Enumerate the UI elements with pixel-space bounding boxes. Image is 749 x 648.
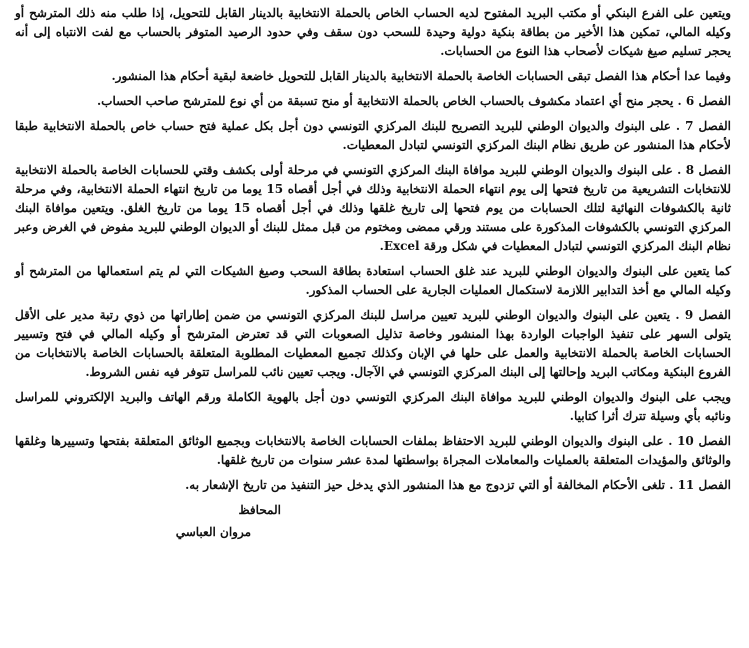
paragraph-article-10: الفصل 10 . على البنوك والديوان الوطني للبريد الاحتفاظ بملفات الحسابات الخاصة بالانتخابات وبجميع الوثائق المتعلقة بفتحها وتسييرها وغلقها والوثائق والمؤيدات المتعلقة بالعمليات والمعاملات المجراة بواسطتها لمدة عشر سنوات من تاريخ غلقها.: [15, 434, 731, 467]
document-page: [15, 4, 731, 541]
paragraph-article-6: الفصل 6 . يحجر منح أي اعتماد مكشوف بالحساب الخاص بالحملة الانتخابية أو منح تسبقة من أي نوع للمترشح صاحب الحساب.: [96, 94, 731, 108]
paragraph-article-7: الفصل 7 . على البنوك والديوان الوطني للبريد التصريح للبنك المركزي التونسي دون أجل بكل عملية فتح حساب خاص بالحملة الانتخابية طبقا لأحكام هذا المنشور عن طريق نظام البنك المركزي التونسي لتبادل المعطيات.: [15, 119, 732, 152]
paragraph-bank-card: ويتعين على الفرع البنكي أو مكتب البريد المفتوح لديه الحساب الخاص بالحملة الانتخابية بالدينار القابل للتحويل، إذا طلب منه ذلك المترشح أو وكيله المالي، تمكين هذا الأخير من بطاقة بنكية دولية وحيدة للسحب دون سقف وفي حدود الرصيد المتوفر بالحساب مع لفت الانتباه إلى أنه يحجر تسليم صيغ شيكات لأصحاب هذا النوع من الحسابات.: [15, 6, 731, 58]
signature-block: [15, 501, 731, 541]
paragraph-account-closure: كما يتعين على البنوك والديوان الوطني للبريد عند غلق الحساب استعادة بطاقة السحب وصيغ الشيكات التي لم يتم استعمالها من المترشح أو وكيله المالي مع أخذ التدابير اللازمة لاستكمال العمليات الجارية على الحساب المذكور.: [15, 264, 731, 297]
paragraph-correspondent-identity: ويجب على البنوك والديوان الوطني للبريد موافاة البنك المركزي التونسي دون أجل بالهوية الكاملة ورقم الهاتف والبريد الإلكتروني للمراسل ونائبه بأي وسيلة تترك أثرا كتابيا.: [15, 390, 731, 423]
paragraph-remaining-provisions: وفيما عدا أحكام هذا الفصل تبقى الحسابات الخاصة بالحملة الانتخابية بالدينار القابل للتحويل خاضعة لبقية أحكام هذا المنشور.: [111, 69, 731, 83]
signature-name: مروان العباسي: [175, 525, 251, 539]
paragraph-article-11: الفصل 11 . تلغى الأحكام المخالفة أو التي تزدوج مع هذا المنشور الذي يدخل حيز التنفيذ من تاريخ الإشعار به.: [185, 478, 731, 492]
paragraph-article-9: الفصل 9 . يتعين على البنوك والديوان الوطني للبريد تعيين مراسل للبنك المركزي التونسي من ضمن إطاراتها من ذوي رتبة مدير على الأقل يتولى السهر على تنفيذ الواجبات الواردة بهذا المنشور وخاصة تذليل الصعوبات التي قد تعترض المترشح أو وكيله المالي في فتح وتسيير الحسابات الخاصة بالحملة الانتخابية والعمل على حلها في الإبان وكذلك تجميع المعطيات المطلوبة المتعلقة بالحسابات الخاصة بالانتخابات من الفروع البنكية ومكاتب البريد وإحالتها إلى البنك المركزي التونسي في الآجال. ويجب تعيين نائب للمراسل تتوفر فيه نفس الشروط.: [15, 308, 732, 379]
signature-title: المحافظ: [238, 503, 281, 517]
paragraph-article-8: الفصل 8 . على البنوك والديوان الوطني للبريد موافاة البنك المركزي التونسي في مرحلة أولى بكشف وقتي للحسابات الخاصة بالحملة الانتخابية للانتخابات التشريعية من تاريخ فتحها إلى يوم انتهاء الحملة الانتخابية وذلك في أجل أقصاه 15 يوما من تاريخ انتهاء الحملة الانتخابية، وفي مرحلة ثانية بالكشوفات النهائية لتلك الحسابات من يوم فتحها إلى تاريخ غلقها وذلك في أجل أقصاه 15 يوما من تاريخ الغلق. ويتعين موافاة البنك المركزي التونسي بالكشوفات المذكورة على مستند ورقي ممضى ومختوم من قبل ممثل للبنك أو الديوان الوطني للبريد مفوض في الغرض وعبر نظام البنك المركزي التونسي لتبادل المعطيات في شكل ورقة Excel.: [15, 163, 732, 253]
